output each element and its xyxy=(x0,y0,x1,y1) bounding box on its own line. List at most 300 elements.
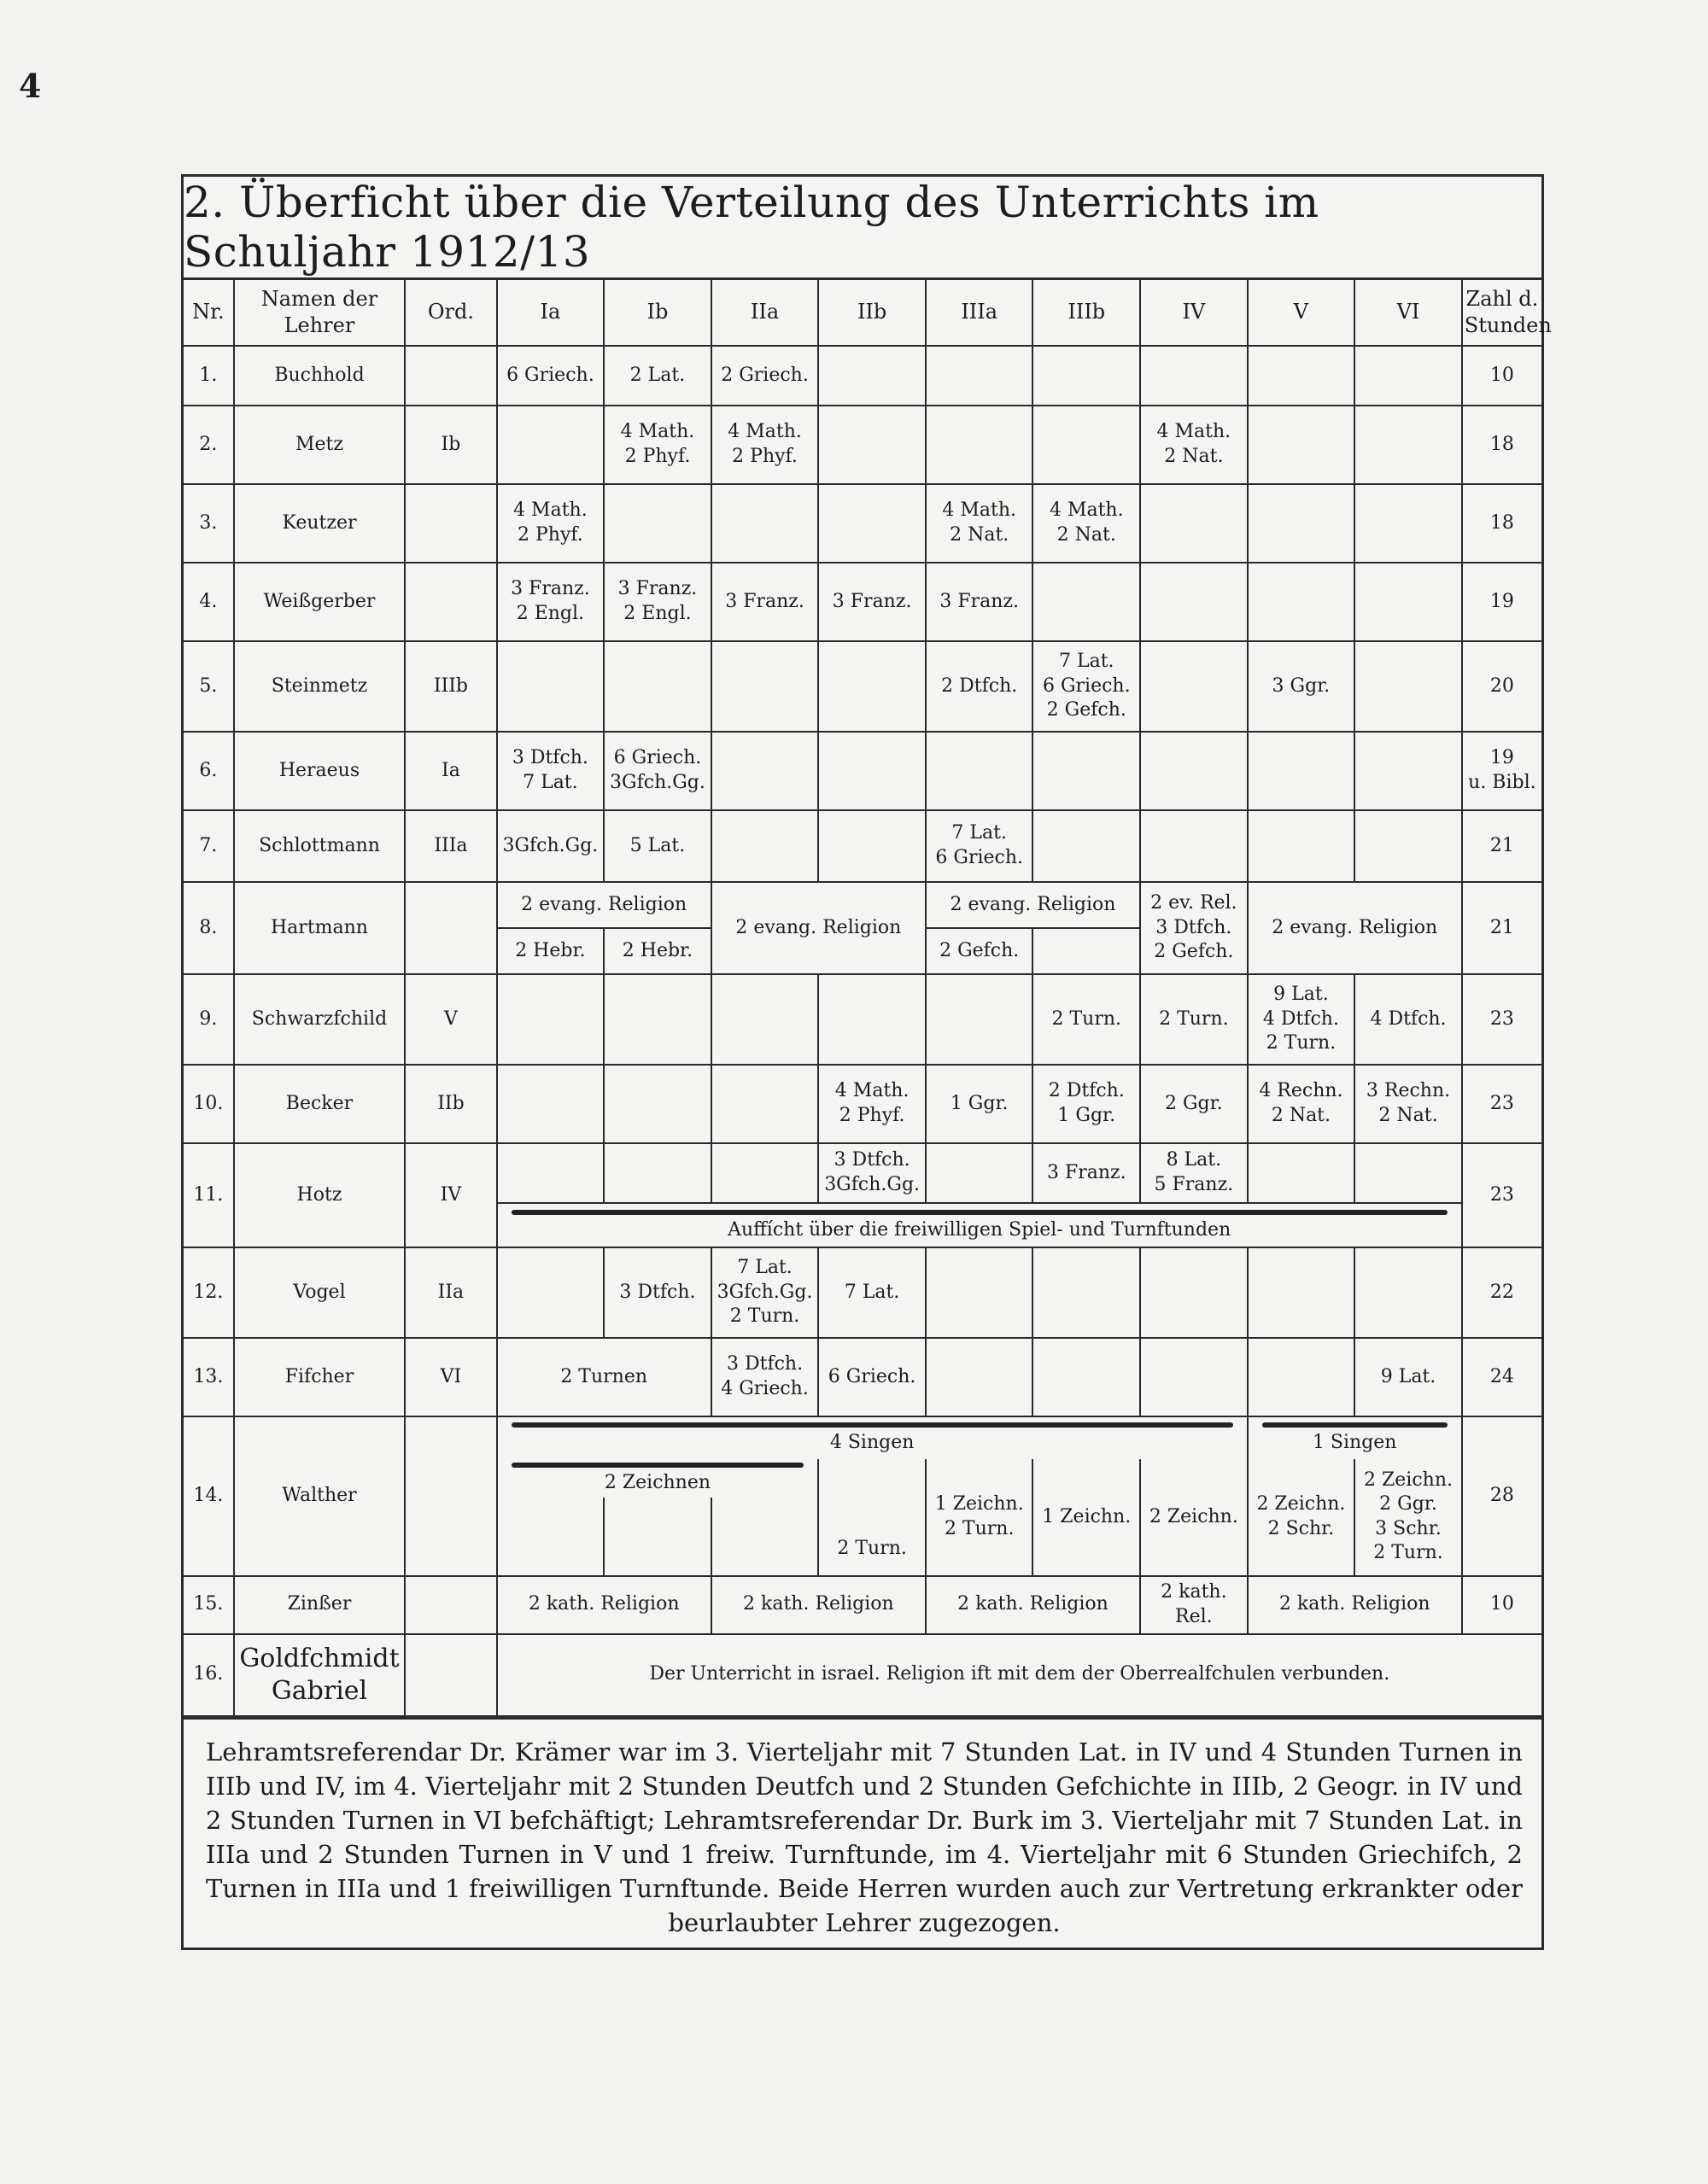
teacher-name: Keutzer xyxy=(234,484,406,563)
cell xyxy=(926,1143,1033,1203)
cell: 2 kath. Rel. xyxy=(1140,1576,1248,1634)
cell-line: 4 Math. xyxy=(728,421,802,443)
row-total: 24 xyxy=(1462,1338,1541,1416)
cell-line: 23 xyxy=(1489,1092,1514,1114)
header-class: Ia xyxy=(497,280,605,346)
ordinarius: Ia xyxy=(405,732,496,810)
cell xyxy=(497,1247,605,1338)
cell-line: 2 Phyf. xyxy=(518,524,583,546)
ordinarius: VI xyxy=(405,1338,496,1416)
table-row xyxy=(184,974,1541,1065)
cell xyxy=(1140,1338,1248,1416)
cell xyxy=(604,346,711,406)
row-nr: 7. xyxy=(184,810,234,882)
cell xyxy=(1354,1459,1462,1576)
cell-line: 23 xyxy=(1489,1007,1514,1030)
cell xyxy=(1032,810,1140,882)
cell xyxy=(818,563,926,641)
row-total xyxy=(1462,1247,1541,1338)
cell xyxy=(711,1338,819,1416)
teacher-name: Vogel xyxy=(234,1247,406,1338)
cell xyxy=(497,1065,605,1143)
row-total xyxy=(1462,346,1541,406)
cell xyxy=(604,641,711,732)
cell-line: 2 Zeichn. xyxy=(1364,1469,1453,1491)
cell xyxy=(711,974,819,1065)
cell xyxy=(818,1247,926,1338)
cell xyxy=(1248,406,1355,484)
cell-line: 2 Turn. xyxy=(1051,1007,1122,1030)
cell xyxy=(1140,732,1248,810)
cell xyxy=(1248,732,1355,810)
cell xyxy=(497,406,605,484)
cell-line: 2 Nat. xyxy=(950,524,1009,546)
cell-line: 3Gfch.Gg. xyxy=(502,834,599,856)
cell xyxy=(1248,1459,1355,1576)
cell xyxy=(1140,974,1248,1065)
cell xyxy=(1032,1065,1140,1143)
table-row-goldschmidt xyxy=(184,1634,1541,1716)
row-total xyxy=(1462,974,1541,1065)
zeichnen-label: 2 Zeichnen xyxy=(604,1472,711,1493)
singen-label: 1 Singen xyxy=(1312,1432,1397,1454)
cell xyxy=(604,810,711,882)
cell xyxy=(497,974,605,1065)
cell xyxy=(1354,1065,1462,1143)
header-class: V xyxy=(1248,280,1355,346)
cell xyxy=(926,974,1033,1065)
cell xyxy=(604,732,711,810)
cell-line: 2 Nat. xyxy=(1056,524,1116,546)
singen-span xyxy=(497,1416,1248,1459)
teacher-name: Buchhold xyxy=(234,346,406,406)
header-class: IV xyxy=(1140,280,1248,346)
cell-line: 4 Math. xyxy=(942,499,1017,522)
cell-line: 2 ev. Rel. xyxy=(1150,892,1237,914)
cell-line: 2 Turn. xyxy=(729,1305,800,1328)
cell-line: 2 Turn. xyxy=(944,1517,1015,1539)
cell-line: 3 Franz. xyxy=(511,578,590,600)
cell: 6 Griech. xyxy=(818,1338,926,1416)
row-total: 23 xyxy=(1462,1143,1541,1247)
header-class: IIIb xyxy=(1032,280,1140,346)
cell-line: 2 Dtfch. xyxy=(1048,1080,1125,1102)
distribution-table xyxy=(184,280,1552,1717)
cell xyxy=(1140,882,1248,974)
cell xyxy=(1354,484,1462,563)
cell xyxy=(604,1498,711,1576)
cell-span: 2 kath. Religion xyxy=(926,1576,1140,1634)
row-nr: 2. xyxy=(184,406,234,484)
ordinarius xyxy=(405,484,496,563)
row-nr: 14. xyxy=(184,1416,234,1576)
cell-line: 3 Dtfch. xyxy=(1155,916,1232,938)
cell xyxy=(1354,974,1462,1065)
teacher-name: Schlottmann xyxy=(234,810,406,882)
row-total xyxy=(1462,810,1541,882)
cell xyxy=(926,346,1033,406)
cell-line: 3 Franz. xyxy=(832,590,912,612)
cell-line: 21 xyxy=(1489,834,1514,856)
cell-line: 19 xyxy=(1489,747,1514,769)
cell xyxy=(1140,1065,1248,1143)
cell xyxy=(604,406,711,484)
cell xyxy=(926,1459,1033,1576)
cell xyxy=(818,732,926,810)
cell-line: 2 Ggr. xyxy=(1164,1092,1223,1114)
row-total: 28 xyxy=(1462,1416,1541,1576)
cell-line: 9 Lat. xyxy=(1273,984,1329,1006)
teacher-name: Hotz xyxy=(234,1143,406,1247)
cell-line: 1 Zeichn. xyxy=(934,1493,1024,1515)
cell xyxy=(1140,1247,1248,1338)
header-total-line: Zahl d. xyxy=(1465,286,1539,311)
cell xyxy=(926,1247,1033,1338)
ordinarius xyxy=(405,882,496,974)
cell-line: 2 Phyf. xyxy=(839,1105,905,1126)
cell xyxy=(1248,484,1355,563)
cell-line: 10 xyxy=(1489,364,1514,386)
cell xyxy=(1140,1143,1248,1203)
cell xyxy=(1354,732,1462,810)
header-class: IIb xyxy=(818,280,926,346)
cell-line: 1 Ggr. xyxy=(1057,1105,1116,1126)
cell-line: 2 Turn. xyxy=(1159,1007,1229,1030)
row-nr: 15. xyxy=(184,1576,234,1634)
header-total xyxy=(1462,280,1552,346)
cell xyxy=(497,810,605,882)
table-row xyxy=(184,1247,1541,1338)
cell-line: 6 Griech. xyxy=(935,847,1023,868)
row-nr: 10. xyxy=(184,1065,234,1143)
cell xyxy=(1032,1143,1140,1203)
header-class: Ib xyxy=(604,280,711,346)
table-row-fischer xyxy=(184,1338,1541,1416)
cell xyxy=(1354,1247,1462,1338)
row-nr: 12. xyxy=(184,1247,234,1338)
cell xyxy=(1140,484,1248,563)
cell xyxy=(497,1143,605,1203)
row-nr: 16. xyxy=(184,1634,234,1716)
footnote: Lehramtsreferendar Dr. Krämer war im 3. Vierteljahr mit 7 Stunden Lat. in IV und 4 Stunden Turnen in IIIb und IV, im 4. Vierteljahr mit 2 Stunden Deutfch und 2 Stunden Gefchichte in IIIb, 2 Geogr. in IV und 2 Stunden Turnen in VI befchäftigt; Lehramtsreferendar Dr. Burk im 3. Vierteljahr mit 7 Stunden Lat. in IIIa und 2 Stunden Turnen in V und 1 freiw. Turnftunde, im 4. Vierteljahr mit 6 Stunden Griechifch, 2 Turnen in IIIa und 1 freiwilligen Turnftunde. Beide Herren wurden auch zur Vertretung erkrankter oder beurlaubter Lehrer zugezogen. xyxy=(184,1717,1541,1957)
ordinarius xyxy=(405,1576,496,1634)
cell xyxy=(1140,810,1248,882)
teacher-name: Fifcher xyxy=(234,1338,406,1416)
ordinarius: IIIb xyxy=(405,641,496,732)
cell xyxy=(711,732,819,810)
cell xyxy=(1248,1247,1355,1338)
cell-line: 22 xyxy=(1489,1281,1514,1303)
cell-line: 5 Franz. xyxy=(1154,1174,1234,1195)
row-total xyxy=(1462,484,1541,563)
cell xyxy=(1032,928,1140,974)
cell xyxy=(1354,346,1462,406)
cell xyxy=(1140,641,1248,732)
cell-line: 2 Engl. xyxy=(623,603,692,624)
header-class: IIIa xyxy=(926,280,1033,346)
cell-line: 3 Rechn. xyxy=(1366,1080,1451,1102)
cell-line: 6 Griech. xyxy=(1042,674,1131,697)
cell xyxy=(1248,1065,1355,1143)
cell-line: 2 Turn. xyxy=(1266,1032,1337,1054)
israel-religion-note: Der Unterricht in israel. Religion ift mit dem der Oberrealfchulen verbunden. xyxy=(497,1634,1541,1716)
cell xyxy=(1140,346,1248,406)
row-total: 21 xyxy=(1462,882,1541,974)
cell xyxy=(1032,1247,1140,1338)
table-row xyxy=(184,563,1541,641)
cell xyxy=(926,732,1033,810)
cell-span: 2 evang. Religion xyxy=(711,882,926,974)
header-ord: Ord. xyxy=(405,280,496,346)
cell xyxy=(1140,406,1248,484)
cell-span: 2 Turnen xyxy=(497,1338,711,1416)
cell-line: 3Gfch.Gg. xyxy=(717,1281,813,1303)
cell-line: 2 Nat. xyxy=(1271,1105,1331,1126)
page-number: 4 xyxy=(19,67,42,105)
teacher-name: Weißgerber xyxy=(234,563,406,641)
cell-line: 4 Dtfch. xyxy=(1370,1007,1447,1030)
teacher-name: Schwarzfchild xyxy=(234,974,406,1065)
table-row-zinsser xyxy=(184,1576,1541,1634)
cell xyxy=(1248,974,1355,1065)
brace-mark xyxy=(512,1210,1448,1215)
row-nr: 1. xyxy=(184,346,234,406)
cell-line: 2 Phyf. xyxy=(624,446,691,467)
ordinarius xyxy=(405,346,496,406)
cell-line: 7 Lat. xyxy=(951,822,1007,844)
cell xyxy=(711,484,819,563)
cell-line: 4 Rechn. xyxy=(1259,1080,1343,1102)
cell-line: 3 Franz. xyxy=(725,590,804,612)
cell-line: 7 Lat. xyxy=(1058,651,1114,673)
row-nr: 6. xyxy=(184,732,234,810)
row-nr: 9. xyxy=(184,974,234,1065)
ordinarius: IIa xyxy=(405,1247,496,1338)
table-row xyxy=(184,484,1541,563)
ordinarius: V xyxy=(405,974,496,1065)
header-total-line: Stunden xyxy=(1464,313,1552,337)
teacher-name xyxy=(234,1634,406,1716)
row-total xyxy=(1462,641,1541,732)
brace-mark xyxy=(512,1463,804,1468)
teacher-name: Walther xyxy=(234,1416,406,1576)
cell xyxy=(818,810,926,882)
cell-line: 4 Math. xyxy=(620,421,695,443)
row-nr: 8. xyxy=(184,882,234,974)
cell-line: 3Gfch.Gg. xyxy=(610,772,705,793)
cell xyxy=(1248,641,1355,732)
cell-line: 6 Griech. xyxy=(613,747,702,769)
cell xyxy=(1032,974,1140,1065)
row-total xyxy=(1462,1065,1541,1143)
ordinarius: IIIa xyxy=(405,810,496,882)
table-row xyxy=(184,810,1541,882)
cell xyxy=(711,1247,819,1338)
cell: 9 Lat. xyxy=(1354,1338,1462,1416)
cell-line: 2 Schr. xyxy=(1267,1517,1335,1539)
cell-line: 2 Phyf. xyxy=(732,446,798,467)
cell-line: 18 xyxy=(1489,433,1514,455)
teacher-name: Becker xyxy=(234,1065,406,1143)
cell-line: 2 Engl. xyxy=(516,603,585,624)
cell-line: 3 Dtfch. xyxy=(512,747,588,769)
teacher-name: Steinmetz xyxy=(234,641,406,732)
cell: 2 Hebr. xyxy=(604,928,711,974)
cell-line: 7 Lat. xyxy=(737,1257,793,1279)
cell xyxy=(926,406,1033,484)
singen-span xyxy=(1248,1416,1462,1459)
cell xyxy=(711,1143,819,1203)
row-nr: 4. xyxy=(184,563,234,641)
cell xyxy=(1032,1338,1140,1416)
row-total xyxy=(1462,406,1541,484)
row-nr: 11. xyxy=(184,1143,234,1247)
ordinarius xyxy=(405,1634,496,1716)
table-row xyxy=(184,641,1541,732)
cell-line: 2 Ggr. xyxy=(1379,1493,1437,1515)
cell xyxy=(1140,563,1248,641)
cell xyxy=(1248,346,1355,406)
table-row-walther xyxy=(184,1416,1541,1459)
cell xyxy=(926,641,1033,732)
cell xyxy=(711,1065,819,1143)
teacher-name: Heraeus xyxy=(234,732,406,810)
table-row xyxy=(184,732,1541,810)
cell xyxy=(1032,406,1140,484)
row-total: 10 xyxy=(1462,1576,1541,1634)
cell-line: 3 Dtfch. xyxy=(834,1149,910,1171)
cell xyxy=(926,484,1033,563)
cell xyxy=(1248,810,1355,882)
header-name: Namen der Lehrer xyxy=(234,280,406,346)
cell xyxy=(497,732,605,810)
distribution-table-frame xyxy=(181,174,1552,1950)
cell-line: 2 Gefch. xyxy=(1046,699,1126,721)
cell-line: 3 Dtfch. xyxy=(619,1281,696,1303)
teacher-name-line: Gabriel xyxy=(271,1675,368,1706)
cell-span: 2 kath. Religion xyxy=(1248,1576,1462,1634)
ordinarius: IIb xyxy=(405,1065,496,1143)
cell: 2 Zeichn. xyxy=(1140,1459,1248,1576)
cell-line: 8 Lat. xyxy=(1166,1149,1222,1171)
cell xyxy=(926,1065,1033,1143)
ordinarius: Ib xyxy=(405,406,496,484)
row-total xyxy=(1462,732,1541,810)
cell xyxy=(497,641,605,732)
cell-line: 4 Math. xyxy=(1049,499,1124,522)
cell xyxy=(818,974,926,1065)
cell-line: 3 Dtfch. xyxy=(726,1353,804,1375)
cell-line: u. Bibl. xyxy=(1468,772,1536,793)
cell-line: 3 Schr. xyxy=(1375,1517,1442,1539)
cell xyxy=(818,346,926,406)
cell-line: 7 Lat. xyxy=(844,1281,900,1303)
cell: 2 Gefch. xyxy=(926,928,1033,974)
cell-line: 3 Franz. xyxy=(939,590,1020,612)
cell xyxy=(818,406,926,484)
cell xyxy=(926,810,1033,882)
table-row xyxy=(184,406,1541,484)
header-row xyxy=(184,280,1541,346)
cell xyxy=(497,484,605,563)
cell xyxy=(1248,1143,1355,1203)
cell: 2 Turn. xyxy=(818,1459,926,1576)
table-row-hartmann xyxy=(184,882,1541,928)
table-row xyxy=(184,1065,1541,1143)
cell xyxy=(1354,641,1462,732)
cell: 2 Hebr. xyxy=(497,928,605,974)
supervision-note-text: Auffícht über die freiwilligen Spiel- und Turnftunden xyxy=(728,1218,1231,1241)
cell-line: 4 Math. xyxy=(834,1080,910,1102)
cell-line: 3 Franz. xyxy=(1046,1161,1126,1183)
cell xyxy=(604,1143,711,1203)
cell-line: 18 xyxy=(1489,511,1514,534)
cell-span: 2 evang. Religion xyxy=(1248,882,1462,974)
cell-line: 2 Lat. xyxy=(629,364,686,386)
cell xyxy=(926,1338,1033,1416)
singen-label: 4 Singen xyxy=(829,1432,915,1454)
cell xyxy=(1032,563,1140,641)
supervision-note xyxy=(497,1203,1462,1247)
cell: 1 Zeichn. xyxy=(1032,1459,1140,1576)
cell-span: 2 evang. Religion xyxy=(497,882,711,928)
cell-line: 4 Dtfch. xyxy=(1262,1007,1339,1030)
cell xyxy=(711,563,819,641)
cell xyxy=(926,563,1033,641)
cell xyxy=(604,484,711,563)
row-nr: 13. xyxy=(184,1338,234,1416)
cell xyxy=(1354,810,1462,882)
cell-line: 4 Math. xyxy=(513,499,588,522)
cell xyxy=(1032,641,1140,732)
teacher-name-line: Goldfchmidt xyxy=(239,1644,400,1674)
cell-line: 2 Zeichn. xyxy=(1256,1493,1346,1515)
cell-line: 4 Griech. xyxy=(721,1378,809,1399)
cell-line: 20 xyxy=(1489,674,1514,697)
cell xyxy=(1032,484,1140,563)
cell xyxy=(1248,563,1355,641)
teacher-name: Metz xyxy=(234,406,406,484)
ordinarius xyxy=(405,1416,496,1576)
cell xyxy=(497,1498,605,1576)
cell xyxy=(604,1065,711,1143)
cell-line: 2 Dtfch. xyxy=(941,674,1018,697)
cell-line: 2 Nat. xyxy=(1378,1105,1438,1126)
cell-span: 2 kath. Religion xyxy=(497,1576,711,1634)
header-nr: Nr. xyxy=(184,280,234,346)
cell xyxy=(1354,406,1462,484)
table-row xyxy=(184,346,1541,406)
header-class: IIa xyxy=(711,280,819,346)
row-total xyxy=(1462,563,1541,641)
cell xyxy=(1354,563,1462,641)
cell xyxy=(1032,732,1140,810)
brace-mark xyxy=(512,1422,1233,1428)
cell xyxy=(497,563,605,641)
cell-span: 2 evang. Religion xyxy=(926,882,1140,928)
teacher-name: Hartmann xyxy=(234,882,406,974)
row-nr: 3. xyxy=(184,484,234,563)
cell xyxy=(818,484,926,563)
brace-mark xyxy=(1262,1422,1448,1428)
cell-line: 3Gfch.Gg. xyxy=(824,1174,921,1195)
ordinarius: IV xyxy=(405,1143,496,1247)
header-class: VI xyxy=(1354,280,1462,346)
cell-line: 19 xyxy=(1489,590,1514,612)
cell-line: 7 Lat. xyxy=(523,772,578,793)
cell-line: 2 Nat. xyxy=(1164,446,1224,467)
cell-line: 3 Franz. xyxy=(617,578,698,600)
